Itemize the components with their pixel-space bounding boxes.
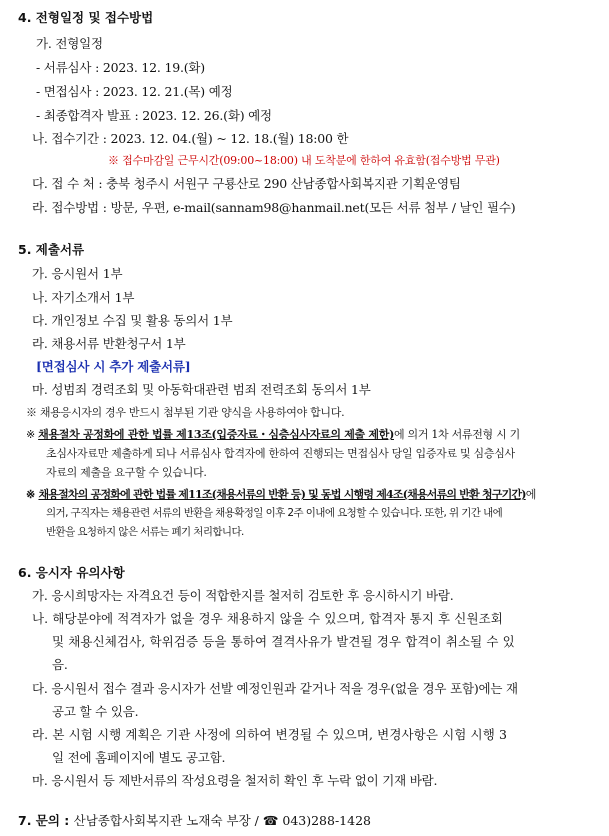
s5-item-self-introduction: 나. 자기소개서 1부 [32,290,135,305]
section-5-title: 5. 제출서류 [18,242,85,257]
s6-item-eligibility: 가. 응시희망자는 자격요건 등이 적합한지를 철저히 검토한 후 응시하시기 바람. [32,588,454,603]
note-mark: ※ [26,488,39,501]
s6-item-reannounce-line2: 공고 할 수 있음. [52,704,139,719]
s4-application-place: 다. 접 수 처 : 충북 청주시 서원구 구룡산로 290 산남종합사회복지관 기획운영팀 [32,176,461,191]
s6-item-plan-change-line2: 일 전에 홈페이지에 별도 공고함. [52,750,226,765]
s6-item-no-hire-line1: 나. 해당분야에 적격자가 없을 경우 채용하지 않을 수 있으며, 합격자 통지 후 신원조회 [32,611,503,626]
s4-application-method: 라. 접수방법 : 방문, 우편, e-mail(sannam98@hanmail.net(모든 서류 첨부 / 날인 필수) [32,200,516,215]
s5-note-evidence-law: 채용절차 공정화에 관한 법률 제13조(입증자료・심층심사자료의 제출 제한) [38,428,394,441]
section-7-contact [18,811,371,829]
s5-note-return-line2: 의거, 구직자는 채용관련 서류의 반환을 채용확정일 이후 2주 이내에 요청할 수 있습니다. 또한, 위 기간 내에 [46,507,503,519]
s5-note-evidence-line3: 자료의 제출을 요구할 수 있습니다. [46,466,207,479]
s4-application-period: 나. 접수기간 : 2023. 12. 04.(월) ~ 12. 18.(월) 18:00 한 [32,131,349,146]
s6-item-no-hire-line3: 음. [52,657,68,672]
section-7-title: 7. 문의 : [18,813,74,828]
s5-item-privacy-consent: 다. 개인정보 수집 및 활용 동의서 1부 [32,313,233,328]
s6-item-plan-change-line1: 라. 본 시험 시행 계획은 기관 사정에 의하여 변경될 수 있으며, 변경사항은 시험 시행 3 [32,727,508,742]
s6-item-check-docs: 마. 응시원서 등 제반서류의 작성요령을 철저히 확인 후 누락 없이 기재 바람. [32,773,438,788]
note-mark: ※ [26,428,39,441]
s4-interview-date: - 면접심사 : 2023. 12. 21.(목) 예정 [36,84,233,99]
s5-note-return-law: 채용절차의 공정화에 관한 법률 제11조(채용서류의 반환 등) 및 동법 시행령 제4조(채용서류의 반환 청구기간) [38,488,526,501]
s5-note-evidence-rest: 에 의거 1차 서류전형 시 기 [393,428,520,441]
s5-interview-extra-heading: [면접심사 시 추가 제출서류] [36,359,191,374]
section-4-title: 4. 전형일정 및 접수방법 [18,10,154,25]
s4-document-review-date: - 서류심사 : 2023. 12. 19.(화) [36,60,205,75]
s5-item-return-request: 라. 채용서류 반환청구서 1부 [32,336,186,351]
s6-item-reannounce-line1: 다. 응시원서 접수 결과 응시자가 선발 예정인원과 같거나 적을 경우(없을 경우 포함)에는 재 [32,681,518,696]
s5-note-form-usage: ※ 채용응시자의 경우 반드시 첨부된 기관 양식을 사용하여야 합니다. [26,406,345,419]
s5-item-crime-check-consent: 마. 성범죄 경력조회 및 아동학대관련 범죄 전력조회 동의서 1부 [32,382,371,397]
s6-item-no-hire-line2: 및 채용신체검사, 학위검증 등을 통하여 결격사유가 발견될 경우 합격이 취소될 수 있 [52,634,515,649]
s5-item-application-form: 가. 응시원서 1부 [32,266,123,281]
s5-note-document-return [26,486,536,502]
s4-deadline-note: ※ 접수마감일 근무시간(09:00~18:00) 내 도착분에 한하여 유효함(접수방법 무관) [108,154,500,167]
s5-note-evidence-limit [26,426,520,442]
phone-icon: ☎ [262,813,279,828]
s4-final-announcement-date: - 최종합격자 발표 : 2023. 12. 26.(화) 예정 [36,108,272,123]
s5-note-evidence-line2: 초심사자료만 제출하게 되나 서류심사 합격자에 한하여 진행되는 면접심사 당일 입증자료 및 심층심사 [46,447,515,460]
contact-phone: 043)288-1428 [278,813,371,828]
s5-note-return-line3: 반환을 요청하지 않은 서류는 폐기 처리합니다. [46,526,244,538]
s5-note-return-rest: 에 [525,488,537,501]
section-6-title: 6. 응시자 유의사항 [18,565,125,580]
s4-schedule-heading: 가. 전형일정 [36,36,103,51]
contact-person: 산남종합사회복지관 노재숙 부장 / [73,813,263,828]
